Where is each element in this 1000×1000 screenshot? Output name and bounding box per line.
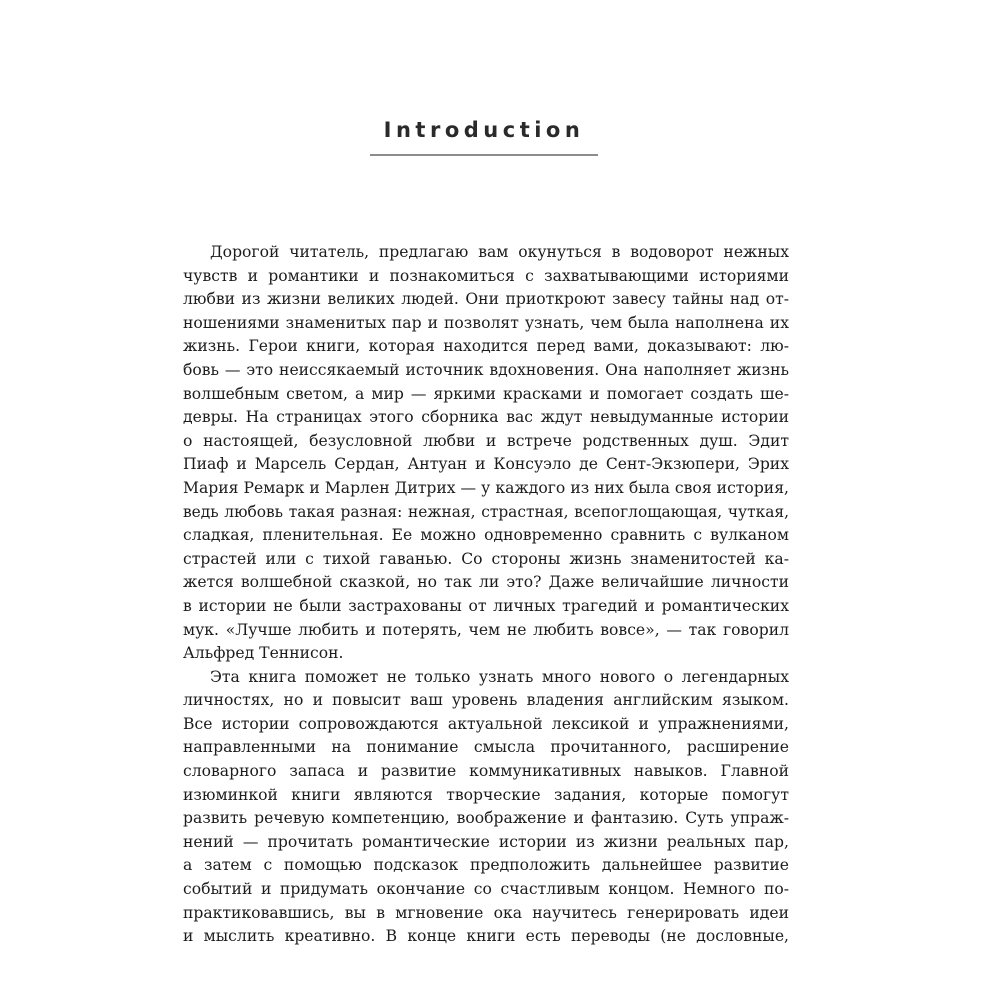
text-line: личностях, но и повысит ваш уровень владения английским языком. — [183, 691, 789, 710]
text-line: нений — прочитать романтические истории из жизни реальных пар, — [183, 832, 789, 851]
text-line: чувств и романтики и познакомиться с захватывающими историями — [183, 266, 789, 285]
text-line: Пиаф и Марсель Сердан, Антуан и Консуэло де Сент-Экзюпери, Эрих — [183, 455, 789, 474]
text-line: направленными на понимание смысла прочитанного, расширение — [183, 738, 789, 757]
text-line: Альфред Теннисон. — [183, 644, 344, 663]
text-line: ношениями знаменитых пар и позволят узнать, чем была наполнена их — [183, 313, 789, 332]
text-line: жется волшебной сказкой, но так ли это? Даже величайшие личности — [183, 573, 789, 592]
text-line: Все истории сопровождаются актуальной лексикой и упражнениями, — [183, 714, 789, 733]
text-line: страстей или с тихой гаванью. Со стороны жизнь знаменитостей ка- — [183, 549, 789, 568]
text-line: девры. На страницах этого сборника вас ждут невыдуманные истории — [183, 408, 789, 427]
text-line: Дорогой читатель, предлагаю вам окунуться в водоворот нежных — [210, 243, 789, 261]
text-line: жизнь. Герои книги, которая находится перед вами, доказывают: лю- — [183, 337, 789, 356]
text-line: волшебным светом, а мир — яркими красками и помогает создать ше- — [183, 384, 789, 403]
text-line: о настоящей, безусловной любви и встрече родственных душ. Эдит — [183, 431, 789, 450]
heading-underline — [370, 154, 598, 156]
text-line: бовь — это неиссякаемый источник вдохновения. Она наполняет жизнь — [183, 360, 789, 379]
text-line: Эта книга поможет не только узнать много нового о легендарных — [210, 667, 789, 686]
text-line: изюминкой книги являются творческие задания, которые помогут — [183, 785, 789, 804]
text-line: практиковавшись, вы в мгновение ока научитесь генерировать идеи — [183, 903, 789, 922]
text-line: и мыслить креативно. В конце книги есть переводы (не дословные, — [183, 927, 789, 946]
text-line: Мария Ремарк и Марлен Дитрих — у каждого из них была своя история, — [183, 478, 789, 497]
body-text — [183, 241, 789, 949]
text-line: мук. «Лучше любить и потерять, чем не любить вовсе», — так говорил — [183, 620, 789, 639]
text-line: в истории не были застрахованы от личных трагедий и романтических — [183, 596, 789, 615]
text-line: а затем с помощью подсказок предположить дальнейшее развитие — [183, 856, 789, 875]
text-line: любви из жизни великих людей. Они приоткроют завесу тайны над от- — [183, 290, 789, 309]
text-line: развить речевую компетенцию, воображение и фантазию. Суть упраж- — [183, 809, 789, 828]
text-line: сладкая, пленительная. Ее можно одновременно сравнить с вулканом — [183, 526, 789, 545]
text-line: словарного запаса и развитие коммуникативных навыков. Главной — [183, 762, 789, 781]
text-line: ведь любовь такая разная: нежная, страстная, всепоглощающая, чуткая, — [183, 502, 789, 521]
page-heading: Introduction — [383, 118, 585, 142]
text-line: событий и придумать окончание со счастливым концом. Немного по- — [183, 880, 789, 899]
